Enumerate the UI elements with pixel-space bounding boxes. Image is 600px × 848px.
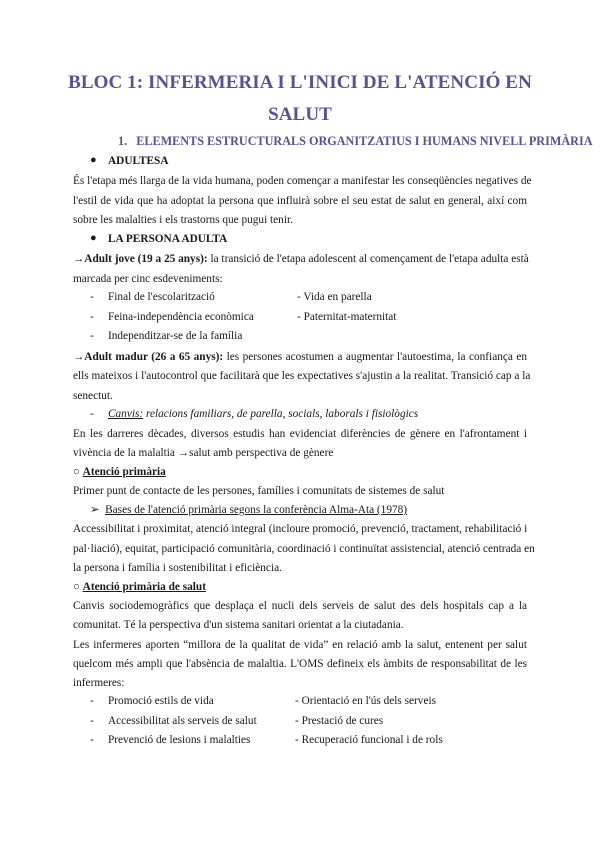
heading-atencio-primaria bbox=[73, 465, 527, 479]
section-number: 1. bbox=[118, 134, 128, 148]
page-title-line-2: SALUT bbox=[268, 104, 332, 125]
adult-jove-text: la transició de l'etapa adolescent al començament de l'etapa adulta està bbox=[207, 253, 529, 265]
paragraph-line: senectut. bbox=[73, 390, 113, 402]
list-dash: - bbox=[90, 408, 94, 420]
list-item: Independitzar-se de la família bbox=[108, 330, 243, 342]
circle-marker: ○ bbox=[73, 466, 80, 478]
adult-jove-label: →Adult jove (19 a 25 anys): bbox=[73, 253, 208, 265]
heading-atencio-salut bbox=[73, 580, 527, 594]
paragraph-line: És l'etapa més llarga de la vida humana, poden començar a manifestar les conseqüències negatives de bbox=[73, 175, 532, 187]
list-dash: - bbox=[90, 291, 94, 303]
heading-text: Atenció primària bbox=[82, 466, 166, 478]
list-item: Feina-independència econòmica bbox=[108, 311, 254, 323]
list-item: - Prestació de cures bbox=[295, 715, 384, 727]
paragraph-line: infermeres: bbox=[73, 677, 125, 689]
list-item: - Orientació en l'ús dels serveis bbox=[295, 695, 437, 707]
list-item: Promoció estils de vida bbox=[108, 695, 214, 707]
list-dash: - bbox=[90, 734, 94, 746]
bullet-dot: ● bbox=[90, 154, 97, 166]
adult-madur-label: →Adult madur (26 a 65 anys): bbox=[73, 351, 224, 363]
list-item: - Recuperació funcional i de rols bbox=[295, 734, 443, 746]
heading-adultesa: ADULTESA bbox=[108, 155, 169, 167]
bullet-dot: ● bbox=[90, 232, 97, 244]
canvis-text: relacions familiars, de parella, socials, laborals i fisiològics bbox=[143, 408, 419, 420]
paragraph-line: pal·liació), equitat, participació comunitària, coordinació i continuïtat assistencial, atenció centrada en bbox=[73, 543, 535, 555]
section-label: ELEMENTS ESTRUCTURALS ORGANITZATIUS I HUMANS NIVELL PRIMÀRIA bbox=[136, 134, 593, 148]
page-title-line-1: BLOC 1: INFERMERIA I L'INICI DE L'ATENCIÓ EN bbox=[68, 72, 532, 93]
heading-persona-adulta: LA PERSONA ADULTA bbox=[108, 233, 228, 245]
list-dash: - bbox=[90, 695, 94, 707]
paragraph-line: la persona i família i sostenibilitat i eficiència. bbox=[73, 562, 282, 574]
list-dash: - bbox=[90, 330, 94, 342]
list-item: Accessibilitat als serveis de salut bbox=[108, 715, 257, 727]
adult-madur-text: les persones acostumen a augmentar l'autoestima, la confiança en bbox=[223, 351, 527, 363]
list-item: Prevenció de lesions i malalties bbox=[108, 734, 251, 746]
paragraph-line: comunitat. Té la perspectiva d'un sistema sanitari orientat a la ciutadania. bbox=[73, 619, 404, 631]
paragraph-line: quelcom més ampli que l'absència de malaltia. L'OMS defineix els àmbits de responsabilitat de les bbox=[73, 658, 527, 670]
adult-jove-line bbox=[73, 252, 527, 266]
list-item: - Vida en parella bbox=[297, 291, 372, 303]
paragraph-line: Primer punt de contacte de les persones, famílies i comunitats de sistemes de salut bbox=[73, 485, 445, 497]
arrow-bullet: ➢ bbox=[90, 504, 100, 516]
paragraph-line: marcada per cinc esdeveniments: bbox=[73, 273, 223, 285]
list-dash: - bbox=[90, 715, 94, 727]
list-item: - Paternitat-maternitat bbox=[297, 311, 397, 323]
list-dash: - bbox=[90, 311, 94, 323]
bases-line bbox=[90, 503, 544, 517]
paragraph-line: Les infermeres aporten “millora de la qualitat de vida” en relació amb la salut, entenent per salut bbox=[73, 639, 527, 651]
heading-text: Atenció primària de salut bbox=[82, 581, 206, 593]
bases-heading: Bases de l'atenció primària segons la conferència Alma-Ata (1978) bbox=[105, 504, 408, 516]
paragraph-line: l'estil de vida que ha adoptat la persona que influirà sobre el seu estat de salut en general, així com bbox=[73, 195, 527, 207]
section-heading bbox=[118, 134, 593, 149]
paragraph-line: vivència de la malaltia →salut amb perspectiva de gènere bbox=[73, 447, 334, 459]
paragraph-line: En les darreres dècades, diversos estudis han evidenciat diferències de gènere en l'afrontament i bbox=[73, 428, 527, 440]
paragraph-line: ells mateixos i l'autocontrol que facilitarà que les expectatives s'ajustin a la realitat. Transició cap a la bbox=[73, 370, 531, 382]
circle-marker: ○ bbox=[73, 581, 80, 593]
paragraph-line: Canvis sociodemogràfics que desplaça el nucli dels serveis de salut des dels hospitals cap a la bbox=[73, 600, 527, 612]
paragraph-line: Accessibilitat i proximitat, atenció integral (incloure promoció, prevenció, tractament, rehabilitació i bbox=[73, 523, 528, 535]
canvis-label: Canvis: bbox=[108, 408, 144, 420]
canvis-line bbox=[108, 408, 418, 420]
adult-madur-line bbox=[73, 350, 527, 364]
paragraph-line: sobre les malalties i els trastorns que pugui tenir. bbox=[73, 214, 293, 226]
list-item: Final de l'escolarització bbox=[108, 291, 215, 303]
